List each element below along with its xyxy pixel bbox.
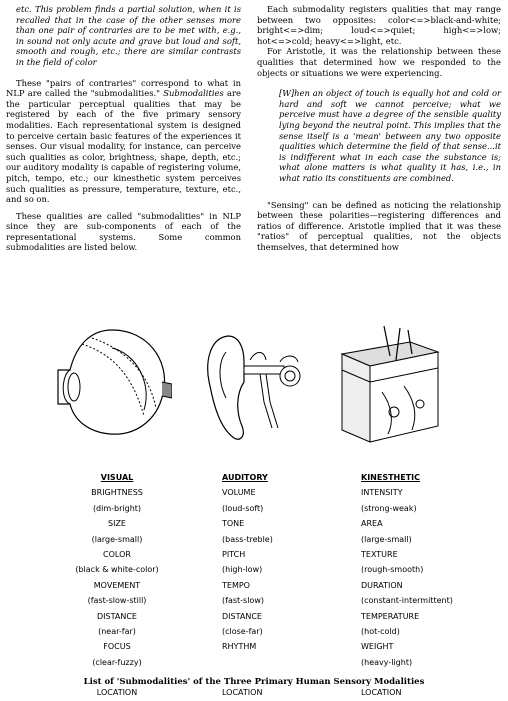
visual-row: (black & white-color)	[75, 565, 159, 575]
visual-row: MOVEMENT	[93, 580, 141, 590]
auditory-row: (high-low)	[222, 565, 263, 575]
kinesthetic-row: (constant-intermittent)	[361, 596, 453, 606]
figure-caption: List of 'Submodalities' of the Three Primary Human Sensory Modalities	[83, 677, 425, 687]
auditory-row: LOCATION	[222, 688, 263, 698]
aristotle-quote: [W]hen an object of touch is equally hot and cold or hard and soft we cannot perceive; what we perceive must have a degree of the sensible quality lying beyond the neutral point. This implies that the sense itself is a 'mean' between any two opposite qualities which determine the field of that sense...it is indifferent what in each case the substance is; what alone matters is what quality it has, i.e., in what ratio its constituents are combined.	[279, 88, 501, 183]
visual-header: VISUAL	[100, 473, 134, 482]
auditory-row: PITCH	[222, 549, 246, 559]
eye-illustration	[52, 324, 172, 442]
skin-illustration	[334, 326, 444, 446]
auditory-column	[222, 470, 372, 701]
visual-row: (large-small)	[91, 534, 143, 544]
visual-column	[62, 470, 212, 701]
auditory-row: VOLUME	[222, 488, 256, 498]
paragraph-aristotle: For Aristotle, it was the relationship between these qualities that determined how we responded to the objects or situations we were experiencing.	[257, 46, 501, 78]
kinesthetic-row: AREA	[361, 519, 383, 529]
visual-row: (dim-bright)	[92, 503, 142, 513]
ear-illustration	[200, 332, 310, 444]
kinesthetic-row: LOCATION	[361, 688, 402, 698]
paragraph-submodalities	[6, 78, 241, 205]
kinesthetic-row: (heavy-light)	[361, 657, 413, 667]
auditory-row: (close-far)	[222, 626, 263, 636]
left-column	[6, 4, 241, 253]
visual-row: (fast-slow-still)	[87, 596, 147, 606]
auditory-row: (bass-treble)	[222, 534, 273, 544]
kinesthetic-row: INTENSITY	[361, 488, 403, 498]
visual-row: LOCATION	[96, 688, 138, 698]
auditory-row: TEMPO	[222, 580, 250, 590]
auditory-row: RHYTHM	[222, 642, 257, 652]
kinesthetic-column	[361, 470, 508, 701]
paragraph-sensing: "Sensing" can be defined as noticing the relationship between these polarities—registering differences and ratios of difference. Aristotle implied that it was these "ratios" of perceptual qualities, not the objects themselves, that determined how	[257, 199, 501, 252]
kinesthetic-row: (hot-cold)	[361, 626, 400, 636]
p1-text-c: are the particular perceptual qualities that may be registered by each of the five primary sensory modalities. Each representational system is designed to perceive certain basic features of the experiences it senses. Our visual modality, for instance, can perceive such qualities as color, brightness, shape, depth, etc.; our auditory modality is capable of registering volume, pitch, tempo, etc.; our kinesthetic system perceives such qualities as pressure, temperature, texture, etc., and so on.	[6, 88, 241, 205]
auditory-row: (loud-soft)	[222, 503, 264, 513]
kinesthetic-row: TEMPERATURE	[361, 611, 420, 621]
kinesthetic-row: (strong-weak)	[361, 503, 417, 513]
sensory-organ-figures	[0, 322, 508, 462]
intro-quote: etc. This problem finds a partial solution, when it is recalled that in the case of the other senses more than one pair of contraries are to be met with, e.g., in sound not only acute and grave but loud and soft, smooth and rough, etc.; there are similar contrasts in the field of color	[16, 4, 241, 67]
auditory-header: AUDITORY	[222, 473, 268, 482]
auditory-row: DISTANCE	[222, 611, 262, 621]
p1-term: Submodalities	[163, 88, 224, 99]
auditory-row	[222, 655, 372, 670]
kinesthetic-row: DURATION	[361, 580, 403, 590]
kinesthetic-header: KINESTHETIC	[361, 473, 421, 482]
auditory-row: (fast-slow)	[222, 596, 264, 606]
visual-row: FOCUS	[103, 642, 131, 652]
visual-row: (clear-fuzzy)	[92, 657, 142, 667]
visual-row: COLOR	[103, 549, 131, 559]
visual-row: (near-far)	[98, 626, 136, 636]
kinesthetic-row: (large-small)	[361, 534, 412, 544]
kinesthetic-row: (rough-smooth)	[361, 565, 424, 575]
kinesthetic-row: WEIGHT	[361, 642, 394, 652]
paragraph-qualities: These qualities are called "submodalities" in NLP since they are sub-components of each of the representational systems. Some common submodalities are listed below.	[6, 210, 241, 253]
visual-row: BRIGHTNESS	[91, 488, 143, 498]
visual-row: DISTANCE	[97, 611, 137, 621]
kinesthetic-row: TEXTURE	[361, 549, 398, 559]
p1-text-a: These "pairs of contraries" correspond to what in NLP are called the "submodalities."	[6, 77, 241, 99]
visual-row: SIZE	[108, 519, 126, 529]
right-column	[257, 4, 501, 252]
paragraph-opposites: Each submodality registers qualities that may range between two opposites: color<=>black-and-white; bright<=>dim; loud<=>quiet; high<=>low; hot<=>cold; heavy<=>light, etc.	[257, 4, 501, 46]
auditory-row: TONE	[222, 519, 245, 529]
